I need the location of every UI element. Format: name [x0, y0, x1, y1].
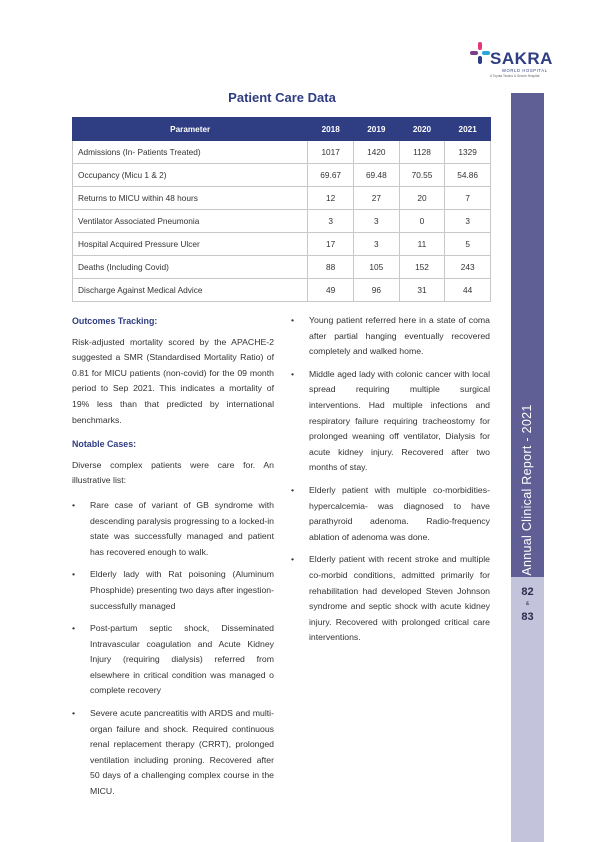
table-row	[73, 279, 491, 302]
cross-logo-icon	[470, 42, 490, 64]
patient-care-table	[72, 117, 491, 302]
outcomes-heading: Outcomes Tracking:	[72, 316, 158, 326]
header-cell: 2019	[354, 118, 400, 141]
row-value: 27	[354, 187, 400, 210]
report-title-vertical: Annual Clinical Report - 2021	[520, 404, 534, 576]
list-item	[291, 367, 490, 476]
list-item	[72, 498, 274, 560]
list-item	[72, 706, 274, 800]
page-number-amp: &	[525, 601, 530, 607]
notable-heading: Notable Cases:	[72, 439, 137, 450]
list-item-text: Elderly patient with recent stroke and multiple co-morbid conditions, admitted primarily for rehabilitation had developed Steven Johnson syndrome and septic shock with acute kidney injury. Recovered with prolonged critical care interventions.	[309, 554, 490, 643]
notable-list-right	[291, 313, 490, 646]
row-label: Admissions (In- Patients Treated)	[73, 141, 308, 164]
list-item-text: Middle aged lady with colonic cancer with local spread requiring multiple surgical interventions. Had multiple infections and respiratory failure requiring tracheostomy for prolonged weaning off ventilator, Dialysis for acute kidney injury. Recovered after two months of stay.	[309, 368, 490, 473]
row-value: 70.55	[399, 164, 445, 187]
header-cell: Parameter	[73, 118, 308, 141]
row-value: 54.86	[445, 164, 491, 187]
row-label: Returns to MICU within 48 hours	[73, 187, 308, 210]
table-row	[73, 141, 491, 164]
list-item-text: Rare case of variant of GB syndrome with descending paralysis progressing to a locked-in state was successfully managed and patient has recovered enough to walk.	[90, 499, 274, 557]
list-item-text: Post-partum septic shock, Disseminated Intravascular coagulation and Acute Kidney Injury (requiring dialysis) referred from elsewhere in critical condition was managed o complete recovery	[90, 623, 274, 696]
row-value: 0	[399, 210, 445, 233]
row-value: 1017	[308, 141, 354, 164]
list-item-text: Severe acute pancreatitis with ARDS and multi-organ failure and shock. Required continuous renal replacement therapy (CRRT), prolonged ventilation including proning. Recovered after 50 days of a challenging complex course in the MICU.	[90, 708, 274, 797]
row-value: 31	[399, 279, 445, 302]
row-value: 69.67	[308, 164, 354, 187]
page-number-left: 82	[521, 586, 534, 598]
logo-subtitle: WORLD HOSPITAL	[502, 68, 548, 73]
row-label: Hospital Acquired Pressure Ulcer	[73, 233, 308, 256]
row-value: 20	[399, 187, 445, 210]
logo-tagline: A Toyota Tsusho & Secom Hospital	[490, 74, 540, 78]
row-value: 105	[354, 256, 400, 279]
row-value: 243	[445, 256, 491, 279]
right-column	[291, 313, 490, 653]
row-value: 11	[399, 233, 445, 256]
row-value: 1128	[399, 141, 445, 164]
left-column	[72, 314, 274, 807]
list-item	[291, 552, 490, 646]
row-value: 12	[308, 187, 354, 210]
row-value: 7	[445, 187, 491, 210]
header-cell: 2020	[399, 118, 445, 141]
row-value: 1420	[354, 141, 400, 164]
page-number-right: 83	[521, 611, 534, 623]
sakra-logo	[470, 40, 570, 90]
bullet-icon: •	[72, 569, 76, 580]
row-value: 3	[445, 210, 491, 233]
row-value: 96	[354, 279, 400, 302]
bullet-icon: •	[291, 368, 295, 379]
list-item	[291, 483, 490, 545]
bullet-icon: •	[291, 484, 295, 495]
bullet-icon: •	[72, 708, 76, 719]
list-item	[291, 313, 490, 360]
notable-list-left	[72, 498, 274, 800]
table-row	[73, 256, 491, 279]
row-value: 69.48	[354, 164, 400, 187]
logo-brand: SAKRA	[490, 49, 553, 68]
row-label: Ventilator Associated Pneumonia	[73, 210, 308, 233]
row-value: 152	[399, 256, 445, 279]
bullet-icon: •	[72, 623, 76, 634]
list-item-text: Elderly patient with multiple co-morbidities- hypercalcemia- was diagnosed to have parathyroid adenoma. Radio-frequency ablation of adenoma was done.	[309, 484, 490, 542]
list-item-text: Elderly lady with Rat poisoning (Aluminum Phosphide) presenting two days after ingestion- successfully managed	[90, 569, 274, 611]
table-row	[73, 187, 491, 210]
bullet-icon: •	[72, 499, 76, 510]
notable-intro: Diverse complex patients were care for. An illustrative list:	[72, 459, 274, 486]
bullet-icon: •	[291, 554, 295, 565]
bullet-icon: •	[291, 315, 295, 325]
row-value: 88	[308, 256, 354, 279]
list-item-text: Young patient referred here in a state of coma after partial hanging eventually recovered completely and walked home.	[309, 315, 490, 357]
header-cell: 2018	[308, 118, 354, 141]
list-item	[72, 621, 274, 699]
outcomes-text: Risk-adjusted mortality scored by the APACHE-2 suggested a SMR (Standardised Mortality Ratio) of 0.81 for MICU patients (non-covid) for the 09 month period to Sep 2021. This indicates a mortality of 19% less than that predicted by international benchmarks.	[72, 336, 274, 425]
row-label: Deaths (Including Covid)	[73, 256, 308, 279]
row-value: 5	[445, 233, 491, 256]
header-cell: 2021	[445, 118, 491, 141]
table-row	[73, 210, 491, 233]
table-row	[73, 164, 491, 187]
table-header-row	[73, 118, 491, 141]
row-value: 49	[308, 279, 354, 302]
table-row	[73, 233, 491, 256]
row-value: 3	[354, 210, 400, 233]
row-value: 3	[354, 233, 400, 256]
table-title: Patient Care Data	[228, 90, 336, 105]
row-label: Occupancy (Micu 1 & 2)	[73, 164, 308, 187]
row-value: 1329	[445, 141, 491, 164]
row-value: 44	[445, 279, 491, 302]
row-label: Discharge Against Medical Advice	[73, 279, 308, 302]
list-item	[72, 567, 274, 614]
row-value: 17	[308, 233, 354, 256]
row-value: 3	[308, 210, 354, 233]
